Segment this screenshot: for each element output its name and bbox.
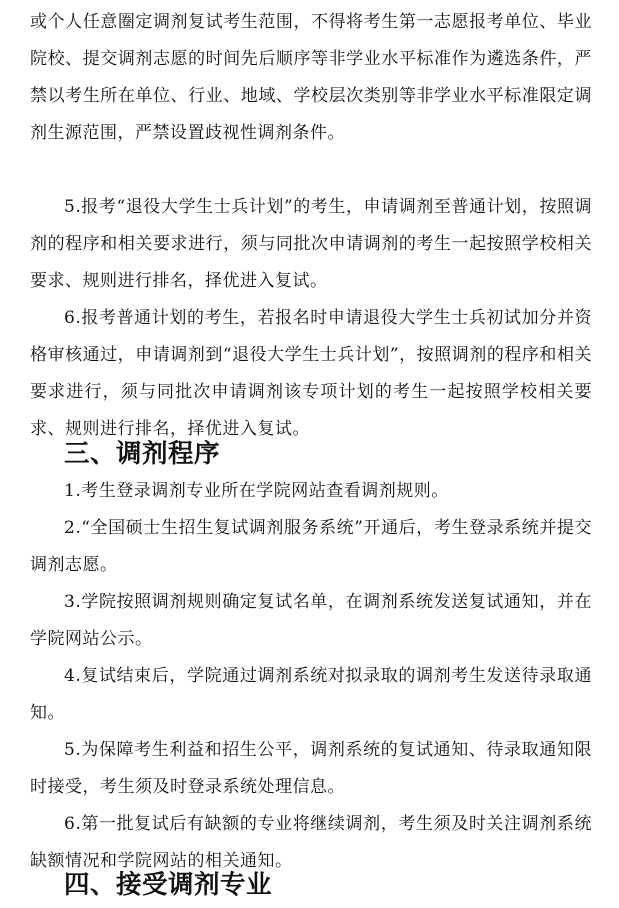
procedure-step-1: 1.考生登录调剂专业所在学院网站查看调剂规则。 [64, 481, 449, 501]
section-heading-4: 四、接受调剂专业 [64, 870, 273, 900]
procedure-step-6: 6.第一批复试后有缺额的专业将继续调剂，考生须及时关注调剂系统缺额情况和学院网站的相关通知。 [30, 814, 592, 871]
procedure-step-4: 4.复试结束后，学院通过调剂系统对拟录取的调剂考生发送待录取通知。 [30, 666, 592, 723]
procedure-step-2: 2.“全国硕士生招生复试调剂服务系统”开通后，考生登录系统并提交调剂志愿。 [30, 518, 592, 575]
paragraph-item-5: 5.报考“退役大学生士兵计划”的考生，申请调剂至普通计划，按照调剂的程序和相关要求进行，须与同批次申请调剂的考生一起按照学校相关要求、规则进行排名，择优进入复试。 [30, 197, 592, 291]
section-heading-3: 三、调剂程序 [64, 439, 221, 469]
procedure-step-3: 3.学院按照调剂规则确定复试名单，在调剂系统发送复试通知，并在学院网站公示。 [30, 592, 592, 649]
procedure-step-5: 5.为保障考生利益和招生公平，调剂系统的复试通知、待录取通知限时接受，考生须及时登录系统处理信息。 [30, 740, 592, 797]
paragraph-continuation: 或个人任意圈定调剂复试考生范围，不得将考生第一志愿报考单位、毕业院校、提交调剂志愿的时间先后顺序等非学业水平标准作为遴选条件，严禁以考生所在单位、行业、地域、学校层次类别等非学业水平标准限定调剂生源范围，严禁设置歧视性调剂条件。 [30, 12, 592, 143]
paragraph-item-6: 6.报考普通计划的考生，若报名时申请退役大学生士兵初试加分并资格审核通过，申请调剂到“退役大学生士兵计划”，按照调剂的程序和相关要求进行，须与同批次申请调剂该专项计划的考生一起按照学校相关要求、规则进行排名，择优进入复试。 [30, 308, 592, 439]
